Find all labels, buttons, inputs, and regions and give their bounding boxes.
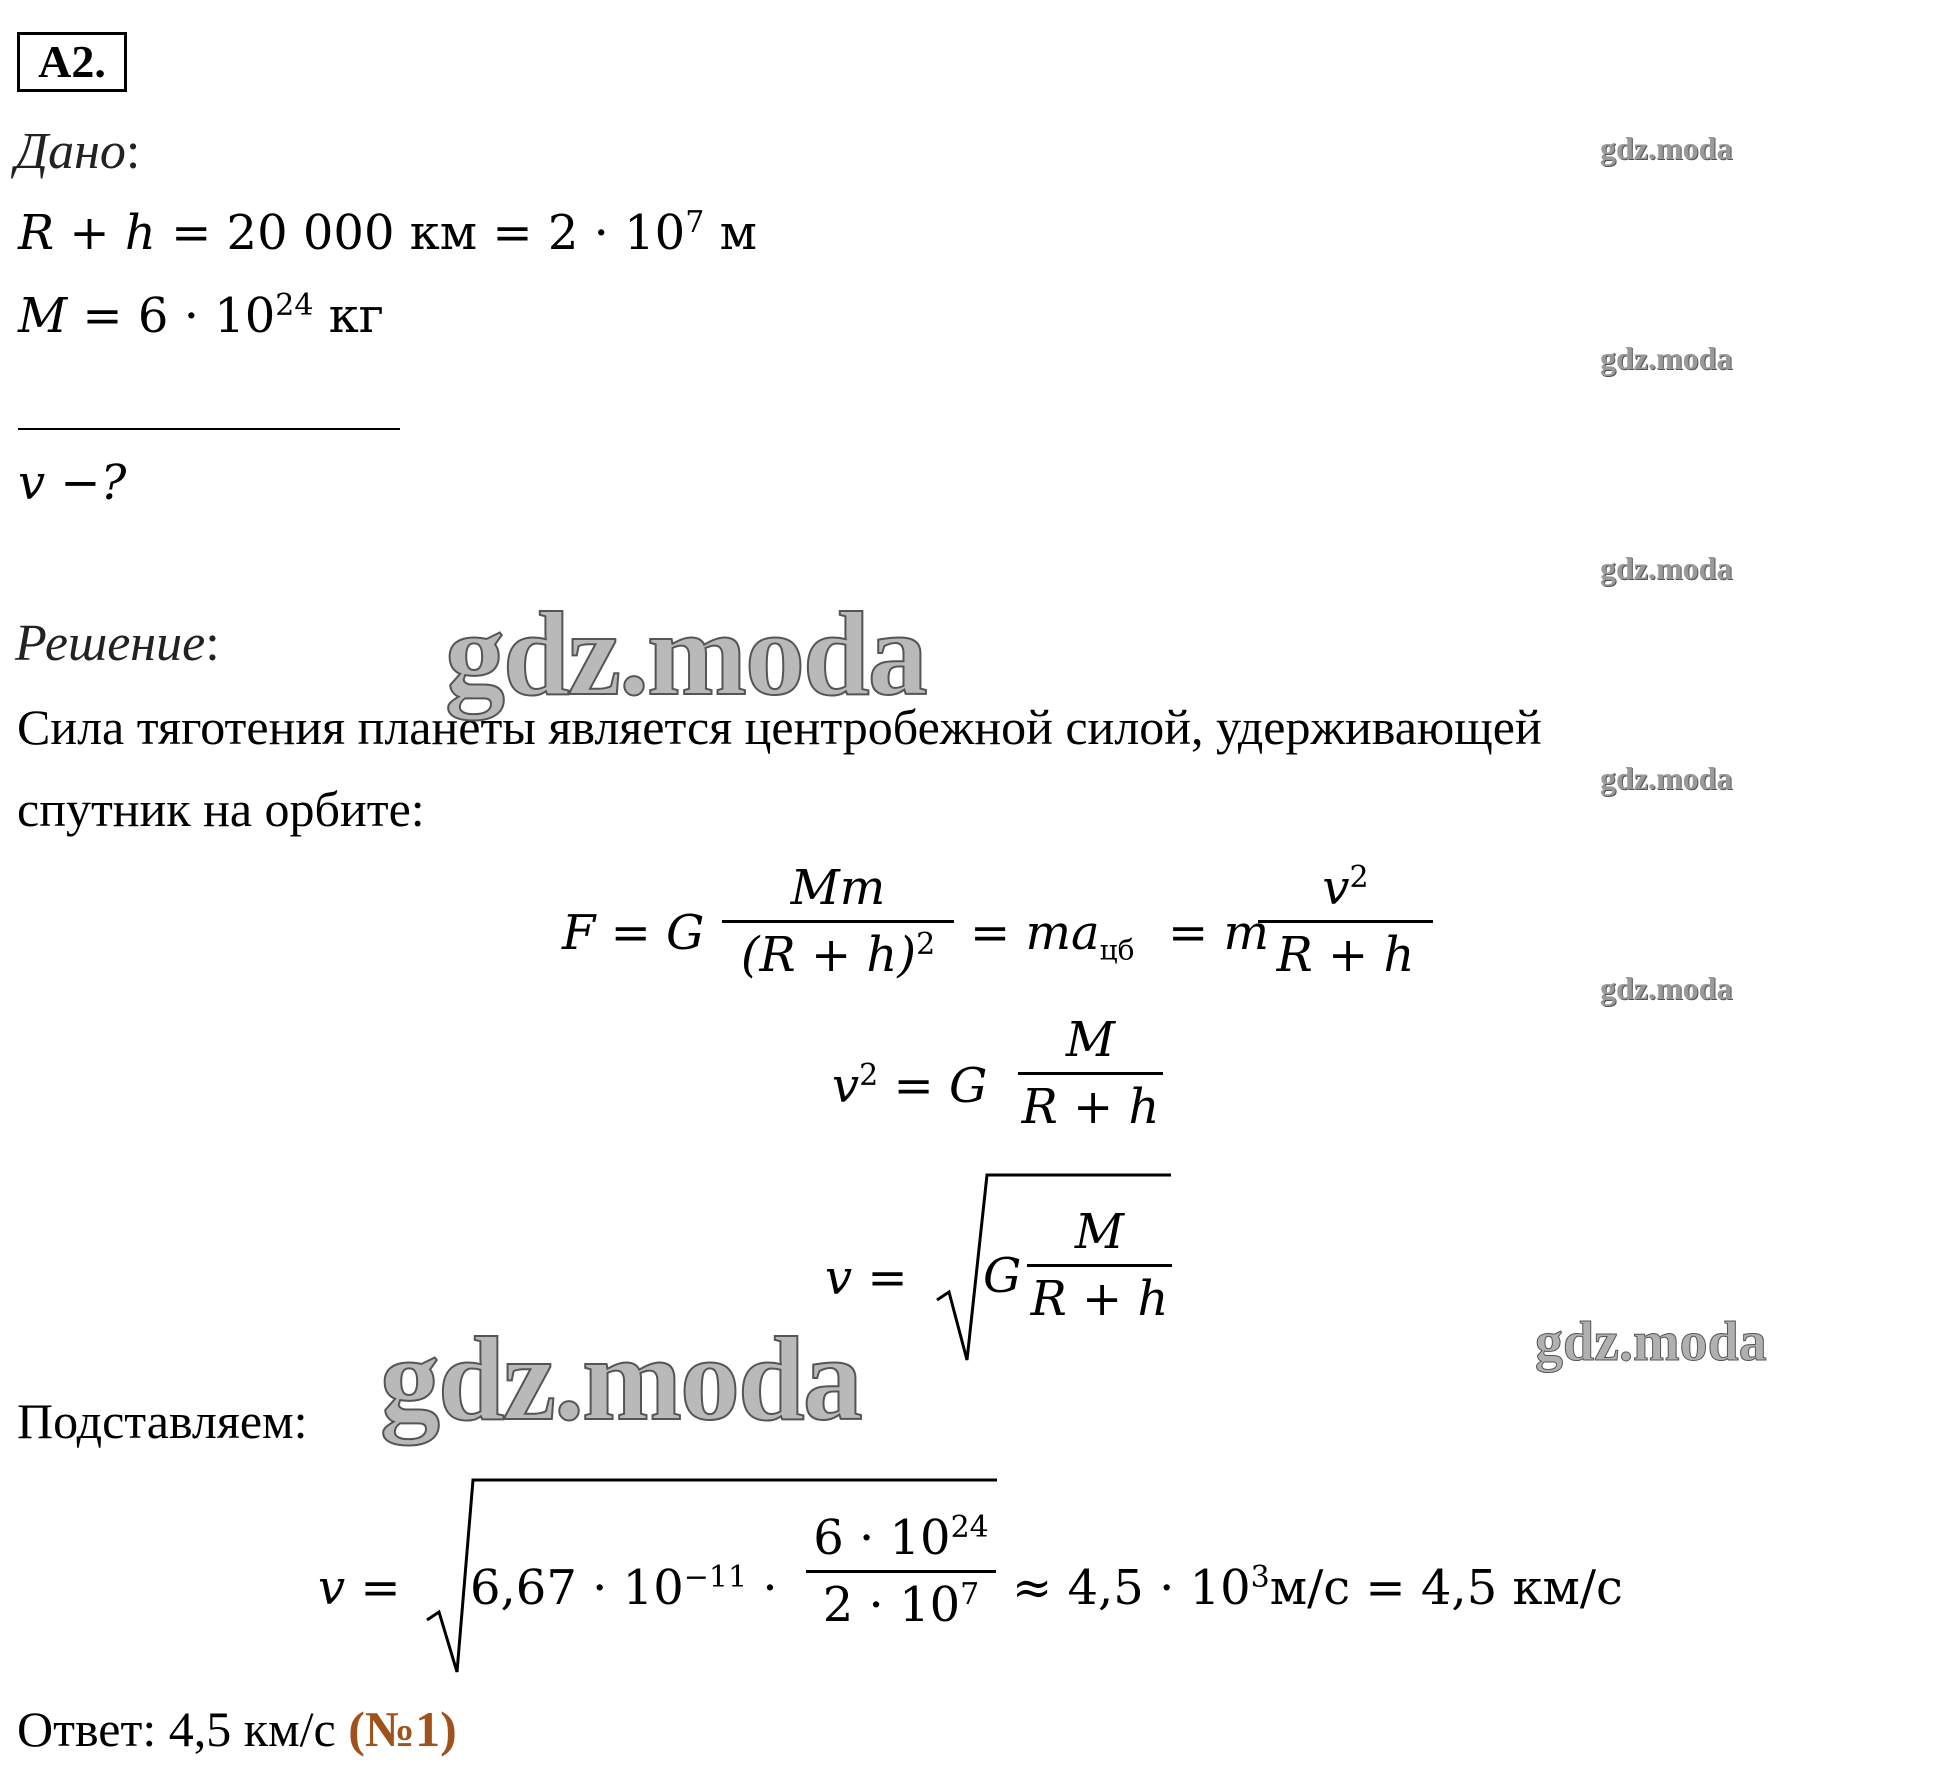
answer-label: Ответ: 4,5 км/с <box>17 1701 336 1757</box>
given-line2-lhs: M <box>18 288 68 344</box>
solution-text-line2: спутник на орбите: <box>17 781 425 837</box>
eq4-den: 2 · 10 <box>822 1577 961 1633</box>
answer-ref: (№1) <box>348 1701 457 1757</box>
eq4-coef <box>470 1560 778 1616</box>
eq1-frac1-num: Mm <box>790 860 886 916</box>
watermark-small-2: gdz.moda <box>1600 340 1733 376</box>
given-line1-exp: 7 <box>685 205 705 240</box>
substitute-label: Подставляем: <box>17 1393 308 1449</box>
eq3-den: R + h <box>1030 1271 1169 1327</box>
watermark-mid: gdz.moda <box>1535 1311 1767 1373</box>
solution-heading-text: Решение <box>15 615 206 672</box>
eq1-frac1-bar <box>722 920 954 923</box>
given-colon: : <box>125 123 141 180</box>
eq2-fraction <box>1018 1012 1163 1135</box>
answer-line <box>17 1700 457 1758</box>
eq1-lhs <box>562 905 704 961</box>
eq1-frac2-bar <box>1258 920 1433 923</box>
given-line1-unit: м <box>704 205 757 261</box>
eq4-result <box>1012 1560 1623 1616</box>
eq2-lhs <box>832 1058 987 1114</box>
eq1-mid2 <box>1168 905 1269 961</box>
given-line1-value: = 20 000 км = 2 · 10 <box>171 205 686 261</box>
eq4-result-text: ≈ 4,5 · 10 <box>1012 1560 1251 1616</box>
eq1-mid <box>970 905 1135 967</box>
eq2-lhs-text: v <box>832 1058 860 1114</box>
eq1-mid-sub: цб <box>1099 933 1135 967</box>
eq4-num: 6 · 10 <box>813 1510 951 1566</box>
given-line-1 <box>18 205 757 261</box>
solution-heading <box>15 614 220 673</box>
given-line-2 <box>18 288 384 344</box>
eq4-lhs-text: v = <box>318 1560 401 1616</box>
eq3-fraction <box>1027 1204 1172 1327</box>
eq2-mid: = G <box>893 1058 988 1114</box>
eq1-mid2-text: = m <box>1168 905 1269 961</box>
eq3-num: M <box>1074 1204 1125 1260</box>
eq4-coef-text: 6,67 · 10 <box>470 1560 684 1616</box>
solution-colon: : <box>205 615 220 672</box>
given-line1-lhs: R + h <box>18 205 156 261</box>
eq3-lhs-text: v = <box>825 1250 908 1306</box>
eq4-coef-exp: −11 <box>683 1560 748 1595</box>
given-line2-unit: кг <box>313 288 384 344</box>
eq1-frac1-den-exp: 2 <box>916 927 936 962</box>
eq4-dot: · <box>762 1560 778 1616</box>
given-line2-value: = 6 · 10 <box>82 288 276 344</box>
eq3-lhs <box>825 1250 908 1306</box>
eq1-frac2-den: R + h <box>1276 927 1415 983</box>
eq1-fraction-1 <box>722 860 954 983</box>
watermark-small-1: gdz.moda <box>1600 130 1733 166</box>
eq4-result-exp: 3 <box>1250 1560 1270 1595</box>
eq2-den: R + h <box>1021 1079 1160 1135</box>
eq1-frac2-num-exp: 2 <box>1349 860 1369 895</box>
eq4-den-exp: 7 <box>960 1577 980 1612</box>
watermark-big-2: gdz.moda <box>380 1312 861 1445</box>
eq4-num-exp: 24 <box>950 1510 989 1545</box>
eq2-bar <box>1018 1072 1163 1075</box>
given-line2-exp: 24 <box>275 288 314 323</box>
eq1-lhs-text: F = G <box>562 905 705 961</box>
eq1-frac2-num: v <box>1322 860 1350 916</box>
eq2-lhs-exp: 2 <box>859 1058 879 1093</box>
given-divider <box>18 428 400 430</box>
given-heading-text: Дано <box>15 123 126 180</box>
eq4-lhs <box>318 1560 401 1616</box>
watermark-small-4: gdz.moda <box>1600 760 1733 796</box>
eq3-g <box>983 1248 1021 1304</box>
eq1-frac1-den: (R + h) <box>740 927 917 983</box>
watermark-small-3: gdz.moda <box>1600 550 1733 586</box>
watermark-big-1: gdz.moda <box>445 587 926 720</box>
solution-text-line1: Сила тяготения планеты является центробежной силой, удерживающей <box>17 699 1542 755</box>
given-heading <box>15 122 140 181</box>
find-line: v −? <box>18 455 127 511</box>
eq4-result-tail: м/с = 4,5 км/с <box>1269 1560 1623 1616</box>
eq1-fraction-2 <box>1258 860 1433 983</box>
eq3-g-text: G <box>983 1248 1022 1304</box>
eq1-mid-text: = ma <box>970 905 1100 961</box>
eq4-fraction <box>806 1510 996 1633</box>
eq4-bar <box>806 1570 996 1573</box>
eq3-bar <box>1027 1264 1172 1267</box>
task-label: A2. <box>17 32 127 92</box>
watermark-small-5: gdz.moda <box>1600 970 1733 1006</box>
eq2-num: M <box>1065 1012 1116 1068</box>
